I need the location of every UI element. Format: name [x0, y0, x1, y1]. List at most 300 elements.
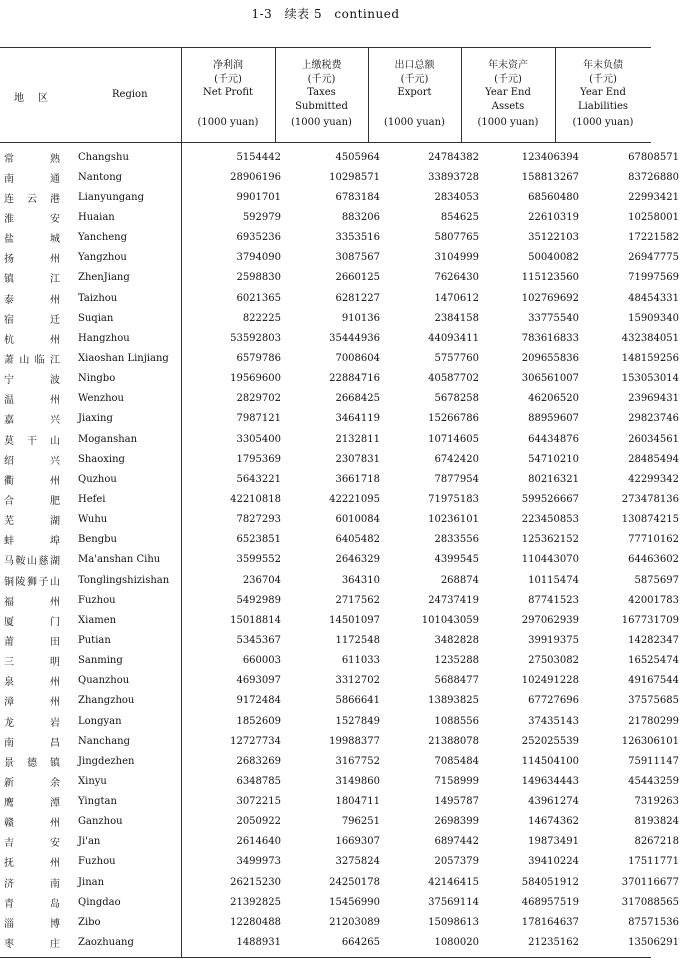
assets-cell: 39919375 — [528, 634, 579, 646]
liabilities-cell: 22993421 — [628, 191, 679, 203]
header-assets-zh: 年末资产 — [488, 60, 528, 71]
table-row — [0, 268, 683, 288]
export-cell: 44093411 — [428, 332, 479, 344]
region-name-zh — [0, 510, 74, 530]
export-cell: 1470612 — [434, 292, 479, 304]
taxes-cell: 19988377 — [329, 735, 380, 747]
region-name-zh-text: 泰州 — [4, 294, 60, 306]
region-name-zh-text: 合肥 — [4, 495, 60, 507]
assets-cell: 67727696 — [528, 695, 579, 707]
table-row — [0, 711, 683, 731]
export-cell: 4399545 — [434, 554, 479, 566]
liabilities-cell: 17511771 — [628, 856, 679, 868]
assets-cell: 37435143 — [528, 715, 579, 727]
export-cell: 7626430 — [434, 272, 479, 284]
header-assets-unit: (1000 yuan) — [477, 116, 539, 128]
taxes-cell: 2646329 — [335, 554, 380, 566]
net-profit-cell: 1852609 — [236, 715, 281, 727]
region-name-zh — [0, 651, 74, 671]
net-profit-cell: 5154442 — [236, 151, 281, 163]
taxes-cell: 6010084 — [335, 514, 380, 526]
taxes-cell: 6405482 — [335, 534, 380, 546]
net-profit-cell: 6523851 — [236, 534, 281, 546]
taxes-cell: 910136 — [341, 312, 380, 324]
assets-cell: 80216321 — [528, 473, 579, 485]
liabilities-cell: 5875697 — [634, 574, 679, 586]
header-net-profit-unit: (1000 yuan) — [197, 116, 259, 128]
region-name-en: Changshu — [78, 151, 129, 163]
assets-cell: 783616833 — [521, 332, 579, 344]
region-name-zh-text: 鹰潭 — [4, 798, 60, 810]
liabilities-cell: 16525474 — [628, 655, 679, 667]
region-name-zh-text: 淄博 — [4, 918, 60, 930]
region-name-en: Xiaoshan Linjiang — [78, 352, 169, 364]
header-net-profit — [181, 47, 275, 142]
taxes-cell: 3661718 — [335, 473, 380, 485]
header-export — [368, 47, 461, 142]
export-cell: 1495787 — [434, 796, 479, 808]
assets-cell: 19873491 — [528, 836, 579, 848]
net-profit-cell: 9172484 — [236, 695, 281, 707]
header-taxes-unit: (1000 yuan) — [291, 116, 352, 128]
region-name-zh-text: 莆田 — [4, 636, 60, 648]
region-name-zh — [0, 268, 74, 288]
assets-cell: 125362152 — [521, 534, 579, 546]
region-name-en: Tonglingshizishan — [78, 574, 170, 586]
export-cell: 1235288 — [434, 655, 479, 667]
export-cell: 42146415 — [428, 876, 479, 888]
region-name-zh — [0, 469, 74, 489]
liabilities-cell: 23969431 — [628, 393, 679, 405]
region-name-en: Huaian — [78, 211, 115, 223]
taxes-cell: 883206 — [341, 211, 380, 223]
region-name-en: Xiamen — [78, 614, 117, 626]
liabilities-cell: 7319263 — [634, 796, 679, 808]
assets-cell: 209655836 — [521, 352, 579, 364]
export-cell: 13893825 — [428, 695, 479, 707]
taxes-cell: 3149860 — [335, 775, 380, 787]
region-name-zh — [0, 409, 74, 429]
export-cell: 6742420 — [434, 453, 479, 465]
export-cell: 1088556 — [434, 715, 479, 727]
table-row — [0, 751, 683, 771]
region-name-en: Longyan — [78, 715, 122, 727]
header-assets-en1: Year End — [485, 87, 531, 98]
region-name-en: Nanchang — [78, 735, 130, 747]
net-profit-cell: 1488931 — [236, 937, 281, 949]
assets-cell: 599526667 — [521, 493, 579, 505]
net-profit-cell: 2050922 — [236, 816, 281, 828]
liabilities-cell: 29823746 — [628, 413, 679, 425]
table-row — [0, 892, 683, 912]
export-cell: 3104999 — [434, 252, 479, 264]
taxes-cell: 3464119 — [335, 413, 380, 425]
region-name-zh-text: 蚌埠 — [4, 536, 60, 548]
data-table — [0, 147, 683, 953]
taxes-cell: 3087567 — [335, 252, 380, 264]
assets-cell: 46206520 — [528, 393, 579, 405]
net-profit-cell: 5643221 — [236, 473, 281, 485]
table-row — [0, 369, 683, 389]
region-name-en: Yingtan — [78, 796, 117, 808]
table-row — [0, 489, 683, 509]
liabilities-cell: 148159256 — [621, 352, 679, 364]
region-name-en: Nantong — [78, 171, 123, 183]
assets-cell: 149634443 — [521, 775, 579, 787]
region-name-zh-text: 盐城 — [4, 234, 60, 246]
region-name-zh-text: 漳州 — [4, 697, 60, 709]
liabilities-cell: 45443259 — [628, 775, 679, 787]
table-row — [0, 570, 683, 590]
region-name-zh — [0, 812, 74, 832]
taxes-cell: 42221095 — [329, 493, 380, 505]
region-name-en: Moganshan — [78, 433, 138, 445]
net-profit-cell: 1795369 — [236, 453, 281, 465]
table-row — [0, 912, 683, 932]
table-row — [0, 590, 683, 610]
taxes-cell: 364310 — [341, 574, 380, 586]
region-name-en: Ma'anshan Cihu — [78, 554, 161, 566]
region-name-zh-text: 青岛 — [4, 898, 60, 910]
region-name-zh — [0, 489, 74, 509]
header-taxes-unit-zh: (千元) — [307, 73, 336, 85]
export-cell: 2698399 — [434, 816, 479, 828]
taxes-cell: 21203089 — [329, 916, 380, 928]
export-cell: 1080020 — [434, 937, 479, 949]
export-cell: 10236101 — [428, 514, 479, 526]
region-name-zh — [0, 530, 74, 550]
net-profit-cell: 5345367 — [236, 634, 281, 646]
region-name-zh — [0, 167, 74, 187]
liabilities-cell: 8193824 — [634, 816, 679, 828]
region-name-zh-text: 淮安 — [4, 213, 60, 225]
table-row — [0, 449, 683, 469]
export-cell: 2834053 — [434, 191, 479, 203]
liabilities-cell: 432384051 — [621, 332, 679, 344]
liabilities-cell: 167731709 — [621, 614, 679, 626]
taxes-cell: 2307831 — [335, 453, 380, 465]
taxes-cell: 15456990 — [329, 896, 380, 908]
liabilities-cell: 83726880 — [628, 171, 679, 183]
header-liabilities-en1: Year End — [580, 87, 626, 98]
table-row — [0, 550, 683, 570]
liabilities-cell: 273478136 — [621, 493, 679, 505]
table-row — [0, 510, 683, 530]
table-row — [0, 691, 683, 711]
liabilities-cell: 21780299 — [628, 715, 679, 727]
region-name-zh-text: 济南 — [4, 878, 60, 890]
table-row — [0, 872, 683, 892]
net-profit-cell: 6021365 — [236, 292, 281, 304]
assets-cell: 27503082 — [528, 655, 579, 667]
region-name-zh-text: 镇江 — [4, 274, 60, 286]
net-profit-cell: 3499973 — [236, 856, 281, 868]
assets-cell: 158813267 — [521, 171, 579, 183]
taxes-cell: 3167752 — [335, 755, 380, 767]
region-name-zh-text: 莫干山 — [4, 435, 60, 447]
header-assets — [461, 47, 555, 142]
region-name-zh — [0, 610, 74, 630]
taxes-cell: 1669307 — [335, 836, 380, 848]
table-number: 1-3 — [251, 7, 273, 21]
net-profit-cell: 592979 — [242, 211, 281, 223]
header-net-profit-zh: 净利润 — [213, 60, 243, 71]
region-name-zh-text: 温州 — [4, 395, 60, 407]
net-profit-cell: 7827293 — [236, 514, 281, 526]
region-name-en: Zibo — [78, 916, 101, 928]
data-table-body — [0, 147, 683, 953]
liabilities-cell: 87571536 — [628, 916, 679, 928]
table-row — [0, 248, 683, 268]
export-cell: 3482828 — [434, 634, 479, 646]
net-profit-cell: 5492989 — [236, 594, 281, 606]
export-cell: 6897442 — [434, 836, 479, 848]
export-cell: 15266786 — [428, 413, 479, 425]
header-liabilities — [555, 47, 651, 142]
region-name-en: Lianyungang — [78, 191, 144, 203]
table-row — [0, 409, 683, 429]
table-row — [0, 207, 683, 227]
table-row — [0, 328, 683, 348]
table-row — [0, 429, 683, 449]
net-profit-cell: 3794090 — [236, 252, 281, 264]
assets-cell: 22610319 — [528, 211, 579, 223]
net-profit-cell: 19569600 — [230, 373, 281, 385]
region-name-zh — [0, 731, 74, 751]
region-name-zh — [0, 852, 74, 872]
table-row — [0, 469, 683, 489]
region-name-en: Bengbu — [78, 534, 117, 546]
export-cell: 15098613 — [428, 916, 479, 928]
taxes-cell: 2660125 — [335, 272, 380, 284]
region-name-zh-text: 马鞍山慈湖 — [4, 556, 60, 568]
liabilities-cell: 10258001 — [628, 211, 679, 223]
net-profit-cell: 42210818 — [230, 493, 281, 505]
assets-cell: 54710210 — [528, 453, 579, 465]
taxes-cell: 3353516 — [335, 232, 380, 244]
header-net-profit-unit-zh: (千元) — [214, 73, 242, 85]
taxes-cell: 1804711 — [335, 796, 380, 808]
table-row — [0, 792, 683, 812]
region-name-zh — [0, 691, 74, 711]
assets-cell: 43961274 — [528, 796, 579, 808]
export-cell: 101043059 — [421, 614, 479, 626]
region-name-en: Wuhu — [78, 514, 108, 526]
region-name-zh — [0, 550, 74, 570]
liabilities-cell: 37575685 — [628, 695, 679, 707]
net-profit-cell: 2683269 — [236, 755, 281, 767]
export-cell: 2833556 — [434, 534, 479, 546]
taxes-cell: 796251 — [341, 816, 380, 828]
table-row — [0, 731, 683, 751]
liabilities-cell: 28485494 — [628, 453, 679, 465]
region-name-en: Quzhou — [78, 473, 117, 485]
liabilities-cell: 130874215 — [621, 514, 679, 526]
export-cell: 24737419 — [428, 594, 479, 606]
taxes-cell: 14501097 — [329, 614, 380, 626]
header-export-zh: 出口总额 — [394, 60, 435, 71]
header-liabilities-unit: (1000 yuan) — [572, 116, 634, 128]
export-cell: 37569114 — [428, 896, 479, 908]
table-row — [0, 389, 683, 409]
net-profit-cell: 15018814 — [230, 614, 281, 626]
net-profit-cell: 2614640 — [236, 836, 281, 848]
continued-zh: 续表 5 — [284, 7, 323, 21]
region-name-en: Zhangzhou — [78, 695, 135, 707]
region-name-zh — [0, 711, 74, 731]
region-name-zh-text: 新余 — [4, 777, 60, 789]
header-region-en: Region — [112, 89, 148, 100]
header-region-zh: 地区 — [14, 93, 62, 104]
region-name-en: Shaoxing — [78, 453, 125, 465]
liabilities-cell: 26034561 — [628, 433, 679, 445]
continued-en: continued — [334, 7, 400, 21]
liabilities-cell: 153053014 — [621, 373, 679, 385]
export-cell: 71975183 — [428, 493, 479, 505]
region-name-zh — [0, 369, 74, 389]
assets-cell: 50040082 — [528, 252, 579, 264]
assets-cell: 252025539 — [521, 735, 579, 747]
region-name-zh — [0, 912, 74, 932]
taxes-cell: 6783184 — [335, 191, 380, 203]
header-assets-en2: Assets — [491, 100, 525, 112]
region-name-en: Jiaxing — [78, 413, 113, 425]
region-name-zh — [0, 630, 74, 650]
region-name-zh-text: 厦门 — [4, 616, 60, 628]
table-row — [0, 610, 683, 630]
region-name-zh — [0, 570, 74, 590]
region-name-zh — [0, 932, 74, 952]
region-name-zh-text: 嘉兴 — [4, 415, 60, 427]
liabilities-cell: 17221582 — [628, 232, 679, 244]
region-name-zh-text: 萧山临江 — [4, 354, 60, 366]
table-row — [0, 932, 683, 952]
net-profit-cell: 2598830 — [236, 272, 281, 284]
table-row — [0, 771, 683, 791]
region-name-zh-text: 枣庄 — [4, 939, 60, 951]
region-name-en: Wenzhou — [78, 393, 124, 405]
net-profit-cell: 3599552 — [236, 554, 281, 566]
region-name-zh-text: 抚州 — [4, 858, 60, 870]
liabilities-cell: 67808571 — [628, 151, 679, 163]
taxes-cell: 2132811 — [335, 433, 380, 445]
table-row — [0, 308, 683, 328]
table-row — [0, 832, 683, 852]
header-liabilities-zh: 年末负债 — [583, 60, 623, 71]
liabilities-cell: 317088565 — [621, 896, 679, 908]
table-row — [0, 852, 683, 872]
region-name-zh — [0, 792, 74, 812]
region-name-zh-text: 铜陵狮子山 — [4, 576, 60, 588]
assets-cell: 88959607 — [528, 413, 579, 425]
assets-cell: 68560480 — [528, 191, 579, 203]
liabilities-cell: 64463602 — [628, 554, 679, 566]
region-name-zh-text: 衢州 — [4, 475, 60, 487]
region-name-zh — [0, 892, 74, 912]
liabilities-cell: 42001783 — [628, 594, 679, 606]
region-name-en: Zaozhuang — [78, 937, 134, 949]
taxes-cell: 4505964 — [335, 151, 380, 163]
region-name-zh-text: 龙岩 — [4, 717, 60, 729]
region-name-en: Suqian — [78, 312, 114, 324]
region-name-zh-text: 常熟 — [4, 153, 60, 165]
header-taxes-en2: Submitted — [295, 100, 348, 112]
liabilities-cell: 49167544 — [628, 675, 679, 687]
liabilities-cell: 15909340 — [628, 312, 679, 324]
assets-cell: 306561007 — [521, 373, 579, 385]
assets-cell: 114504100 — [521, 755, 579, 767]
taxes-cell: 664265 — [341, 937, 380, 949]
region-name-en: Xinyu — [78, 775, 107, 787]
net-profit-cell: 21392825 — [230, 896, 281, 908]
net-profit-cell: 28906196 — [230, 171, 281, 183]
taxes-cell: 35444936 — [329, 332, 380, 344]
region-name-zh-text: 景德镇 — [4, 757, 60, 769]
net-profit-cell: 6579786 — [236, 352, 281, 364]
export-cell: 2057379 — [434, 856, 479, 868]
taxes-cell: 611033 — [341, 655, 380, 667]
assets-cell: 64434876 — [528, 433, 579, 445]
region-name-zh — [0, 348, 74, 368]
table-row — [0, 630, 683, 650]
taxes-cell: 22884716 — [329, 373, 380, 385]
region-name-en: ZhenJiang — [78, 272, 130, 284]
region-name-zh — [0, 590, 74, 610]
region-name-zh-text: 宁波 — [4, 375, 60, 387]
assets-cell: 102769692 — [521, 292, 579, 304]
region-name-zh — [0, 872, 74, 892]
region-name-zh-text: 赣州 — [4, 818, 60, 830]
export-cell: 33893728 — [428, 171, 479, 183]
net-profit-cell: 660003 — [242, 655, 281, 667]
assets-cell: 123406394 — [521, 151, 579, 163]
region-name-en: Fuzhou — [78, 594, 116, 606]
region-name-zh — [0, 771, 74, 791]
net-profit-cell: 236704 — [242, 574, 281, 586]
assets-cell: 115123560 — [521, 272, 579, 284]
export-cell: 21388078 — [428, 735, 479, 747]
region-name-zh — [0, 248, 74, 268]
header-export-unit: (1000 yuan) — [384, 116, 445, 128]
export-cell: 854625 — [440, 211, 479, 223]
assets-cell: 102491228 — [521, 675, 579, 687]
taxes-cell: 5866641 — [335, 695, 380, 707]
region-name-en: Ningbo — [78, 373, 116, 385]
taxes-cell: 1527849 — [335, 715, 380, 727]
region-name-zh-text: 南昌 — [4, 737, 60, 749]
region-name-zh — [0, 429, 74, 449]
header-export-en: Export — [397, 87, 432, 98]
header-liabilities-unit-zh: (千元) — [589, 73, 617, 85]
liabilities-cell: 48454331 — [628, 292, 679, 304]
liabilities-cell: 42299342 — [628, 473, 679, 485]
region-name-en: Ganzhou — [78, 816, 123, 828]
region-name-en: Qingdao — [78, 896, 121, 908]
liabilities-cell: 13506291 — [628, 937, 679, 949]
liabilities-cell: 75911147 — [628, 755, 679, 767]
table-row — [0, 651, 683, 671]
net-profit-cell: 53592803 — [230, 332, 281, 344]
export-cell: 24784382 — [428, 151, 479, 163]
export-cell: 5678258 — [434, 393, 479, 405]
region-name-zh — [0, 207, 74, 227]
assets-cell: 584051912 — [521, 876, 579, 888]
table-row — [0, 530, 683, 550]
region-name-zh — [0, 187, 74, 207]
assets-cell: 35122103 — [528, 232, 579, 244]
export-cell: 5757760 — [434, 352, 479, 364]
table-row — [0, 147, 683, 167]
